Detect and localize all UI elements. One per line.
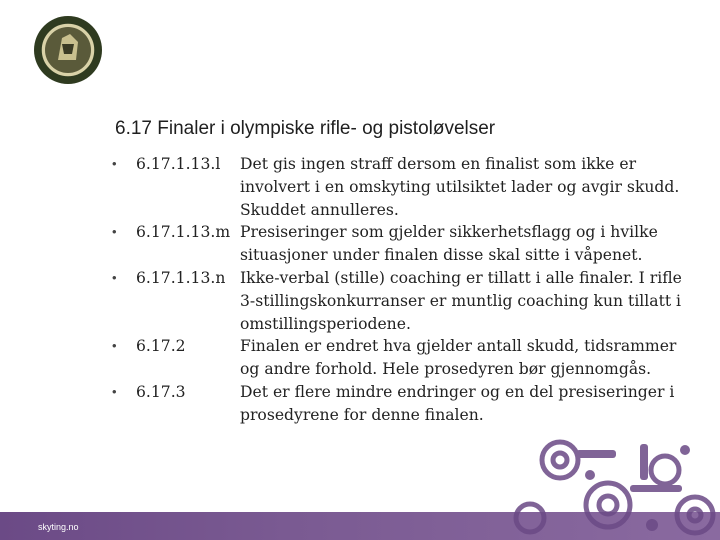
rule-code: 6.17.1.13.m — [136, 223, 231, 242]
rule-code: 6.17.1.13.l — [136, 155, 221, 173]
bullet-item — [112, 267, 692, 335]
target-collage-decoration — [490, 430, 720, 540]
bullet-list — [112, 153, 692, 427]
bullet-item — [112, 381, 692, 427]
bullet-item — [112, 335, 692, 381]
rule-text: Finalen er endret hva gjelder antall skudd, tidsrammer og andre forhold. Hele prosedyren bør gjennomgås. — [240, 337, 677, 379]
rule-code: 6.17.1.13.n — [136, 268, 226, 287]
bullet-marker: • — [112, 224, 117, 240]
bullet-marker: • — [112, 269, 117, 285]
bullet-marker: • — [112, 383, 117, 399]
rule-text: Det gis ingen straff dersom en finalist som ikke er involvert i en omskyting utilsiktet lader og avgir skudd. Skuddet annulleres. — [240, 155, 680, 219]
bullet-item — [112, 221, 692, 267]
rule-text: Ikke-verbal (stille) coaching er tillatt i alle finaler. I rifle 3-stillingskonkurranser er muntlig coaching kun tillatt i omstillingsperiodene. — [240, 268, 682, 333]
rule-code: 6.17.3 — [136, 382, 186, 401]
bullet-marker: • — [112, 156, 117, 171]
rule-code: 6.17.2 — [136, 337, 186, 356]
bullet-item — [112, 153, 692, 221]
bullet-marker: • — [112, 338, 117, 354]
association-emblem-icon — [32, 14, 104, 86]
rule-text: Presiseringer som gjelder sikkerhetsflagg og i hvilke situasjoner under finalen disse skal sitte i våpenet. — [240, 223, 658, 265]
rule-text: Det er flere mindre endringer og en del presiseringer i prosedyrene for denne finalen. — [240, 382, 675, 424]
slide-title: 6.17 Finaler i olympiske rifle- og pistoløvelser — [115, 118, 496, 139]
footer-site-label: skyting.no — [38, 522, 79, 532]
